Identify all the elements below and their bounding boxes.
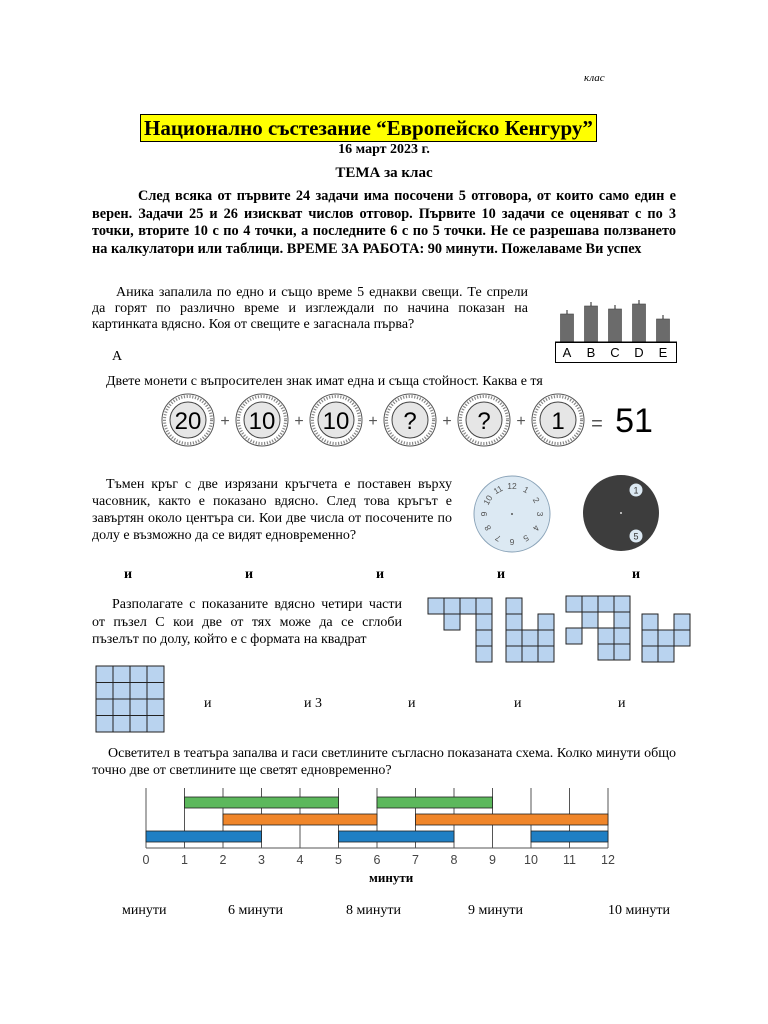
puzzle-cell [538, 646, 554, 662]
square-cell [147, 716, 164, 733]
candles-group [561, 300, 670, 342]
puzzle-cell [642, 630, 658, 646]
x-tick-1: 1 [181, 853, 188, 867]
puzzle-cell [674, 614, 690, 630]
clock-number-4: 4 [530, 523, 542, 533]
candle-B [585, 306, 598, 342]
square-cell [130, 699, 147, 716]
puzzle-cell [566, 628, 582, 644]
x-tick-12: 12 [601, 853, 615, 867]
x-tick-7: 7 [412, 853, 419, 867]
candles-figure [555, 296, 679, 364]
candle-label-B: B [586, 345, 596, 360]
question-5-text: Осветител в театъра запалва и гаси светлините съгласно показаната схема. Колко минути общо точно две от светлините ще светят едновременно? [92, 746, 676, 778]
puzzle-pieces-figure [424, 594, 700, 670]
x-tick-3: 3 [258, 853, 265, 867]
candle-D [633, 304, 646, 342]
clock-number-11: 11 [491, 483, 505, 497]
square-cell [113, 699, 130, 716]
coin-6-value: 1 [551, 408, 565, 435]
puzzle-cell [614, 596, 630, 612]
theme-heading: ТЕМА за клас [335, 165, 433, 181]
clock-number-7: 7 [493, 532, 503, 544]
square-cell [113, 666, 130, 683]
exam-date: 16 март 2023 г. [338, 142, 430, 157]
puzzle-cell [642, 614, 658, 630]
puzzle-cell [582, 612, 598, 628]
chart-bars [146, 797, 608, 842]
puzzle-cell [476, 630, 492, 646]
q5-option-d: 9 минути [468, 903, 523, 918]
q5-option-c: 8 минути [346, 903, 401, 918]
plus-sign: + [442, 413, 452, 430]
puzzle-cell [506, 598, 522, 614]
question-1-text: Аника запалила по едно и също време 5 еднакви свещи. Те спрели да горят по различно време и изглеждали по начина показан на картинката вдясно. Коя от свещите е загаснала първа? [92, 285, 528, 332]
puzzle-cell [506, 614, 522, 630]
bar-green-1 [185, 797, 339, 808]
puzzle-cell [476, 614, 492, 630]
hole-number-1: 1 [633, 485, 639, 496]
q3-option-a: и [124, 567, 133, 582]
candle-label-A: A [562, 345, 572, 360]
question-3-text: Тъмен кръг с две изрязани кръгчета е поставен върху часовник, както е показано вдясно. След това кръгът е завъртян около центъра си. Кои две числа от посочените по долу е възможно да се видят едновременно? [92, 477, 452, 543]
x-tick-9: 9 [489, 853, 496, 867]
puzzle-square [96, 666, 164, 732]
clock-number-6: 6 [509, 537, 515, 547]
q3-option-e: и [632, 567, 641, 582]
puzzle-cell [522, 646, 538, 662]
square-cell [130, 683, 147, 700]
square-cell [147, 683, 164, 700]
bar-blue-3 [531, 831, 608, 842]
chart-tick-labels [143, 853, 615, 867]
coins-group [162, 394, 653, 446]
clock-center [511, 513, 513, 515]
puzzle-cell [614, 644, 630, 660]
x-tick-11: 11 [563, 853, 576, 867]
puzzle-cell [506, 646, 522, 662]
square-cell [147, 699, 164, 716]
puzzle-cell [444, 598, 460, 614]
q4-option-a: и [204, 696, 212, 711]
page-title: Национално състезание “Европейско Кенгуру” [140, 114, 597, 142]
puzzle-cell [522, 630, 538, 646]
puzzle-cell [658, 646, 674, 662]
puzzle-cell [566, 596, 582, 612]
candle-labels-group [563, 345, 668, 360]
puzzle-cell [582, 596, 598, 612]
coin-1-value: 20 [174, 408, 202, 435]
light-schedule-chart [130, 786, 630, 870]
plus-sign: + [516, 413, 526, 430]
candle-label-E: E [658, 345, 668, 360]
coin-5-value: ? [477, 408, 491, 435]
puzzle-square-figure [94, 664, 166, 734]
q3-option-b: и [245, 567, 254, 582]
square-cell [130, 666, 147, 683]
instructions: След всяка от първите 24 задачи има посочени 5 отговора, от които само един е верен. Задачи 25 и 26 изискват числов отговор. Първите 10 задачи се оценяват с по 3 точки, вторите 10 с по 4 точки, а последните 6 с по 5 точки. Не се разрешава ползването на калкулатори или таблици. ВРЕМЕ ЗА РАБОТА: 90 минути. Пожелаваме Ви успех [92, 188, 676, 258]
q5-option-e: 10 минути [608, 903, 670, 918]
x-tick-8: 8 [450, 853, 458, 867]
bar-orange-2 [416, 814, 609, 825]
hole-number-5: 5 [633, 531, 639, 542]
puzzle-piece-2 [506, 598, 554, 662]
square-cell [130, 716, 147, 733]
square-cell [147, 666, 164, 683]
puzzle-cell [642, 646, 658, 662]
clock-number-9: 9 [479, 511, 489, 517]
puzzle-cell [674, 630, 690, 646]
candle-label-C: C [610, 345, 620, 360]
candle-A [561, 314, 574, 342]
puzzle-cell [538, 630, 554, 646]
puzzle-cell [460, 598, 476, 614]
puzzle-cell [538, 614, 554, 630]
plus-sign: + [368, 413, 378, 430]
candle-E [657, 319, 670, 342]
q4-option-c: и [408, 696, 416, 711]
question-4-text: Разполагате с показаните вдясно четири части от пъзел С кои две от тях може да се сглоби пъзелът по долу, който е с формата на квадрат [92, 597, 402, 647]
question-2-text: Двете монети с въпросителен знак имат една и съща стойност. Каква е тя [106, 374, 543, 389]
square-cell [96, 666, 113, 683]
q3-option-d: и [497, 567, 506, 582]
x-axis-label: минути [369, 870, 414, 885]
square-cell [96, 699, 113, 716]
puzzle-piece-3 [566, 596, 630, 660]
q5-option-b: 6 минути [228, 903, 283, 918]
q4-option-d: и [514, 696, 522, 711]
square-cell [113, 683, 130, 700]
clock-number-5: 5 [521, 532, 531, 544]
clock-number-10: 10 [481, 493, 495, 507]
equals-sign: = [591, 413, 603, 435]
x-tick-4: 4 [296, 853, 304, 867]
puzzle-cell [658, 630, 674, 646]
puzzle-cell [598, 628, 614, 644]
x-tick-2: 2 [219, 853, 227, 867]
puzzle-cell [444, 614, 460, 630]
x-tick-6: 6 [373, 853, 381, 867]
puzzle-cell [506, 630, 522, 646]
x-tick-5: 5 [335, 853, 342, 867]
q4-option-e: и [618, 696, 626, 711]
candle-label-D: D [634, 345, 644, 360]
puzzle-cell [476, 598, 492, 614]
coin-4-value: ? [403, 408, 417, 435]
bar-blue-1 [146, 831, 262, 842]
question-1-answer: A [112, 349, 123, 364]
puzzle-piece-1 [428, 598, 492, 662]
puzzle-cell [614, 628, 630, 644]
coin-total: 51 [615, 402, 653, 440]
q5-option-a: минути [122, 903, 167, 918]
clock-figure [470, 474, 670, 554]
x-tick-0: 0 [142, 853, 150, 867]
puzzle-pieces [428, 596, 690, 662]
coin-3-value: 10 [322, 408, 350, 435]
plus-sign: + [294, 413, 304, 430]
clock-number-12: 12 [507, 481, 517, 491]
bar-green-2 [377, 797, 493, 808]
coins-figure [158, 394, 653, 446]
square-cell [113, 716, 130, 733]
square-cell [96, 716, 113, 733]
x-tick-10: 10 [524, 853, 538, 867]
puzzle-cell [598, 644, 614, 660]
clock-number-3: 3 [535, 511, 545, 517]
clock-number-1: 1 [521, 484, 531, 496]
candle-C [609, 309, 622, 342]
bar-orange-1 [223, 814, 377, 825]
puzzle-piece-4 [642, 614, 690, 662]
q3-option-c: и [376, 567, 385, 582]
puzzle-cell [598, 596, 614, 612]
bar-blue-2 [339, 831, 455, 842]
class-label: клас [584, 72, 605, 84]
puzzle-cell [428, 598, 444, 614]
plus-sign: + [220, 413, 230, 430]
clock-number-2: 2 [530, 495, 542, 505]
puzzle-cell [476, 646, 492, 662]
clock-number-8: 8 [482, 523, 494, 533]
puzzle-cell [614, 612, 630, 628]
square-cell [96, 683, 113, 700]
dark-disc-center [620, 512, 622, 514]
coin-2-value: 10 [248, 408, 276, 435]
q4-option-b: и 3 [304, 696, 322, 711]
